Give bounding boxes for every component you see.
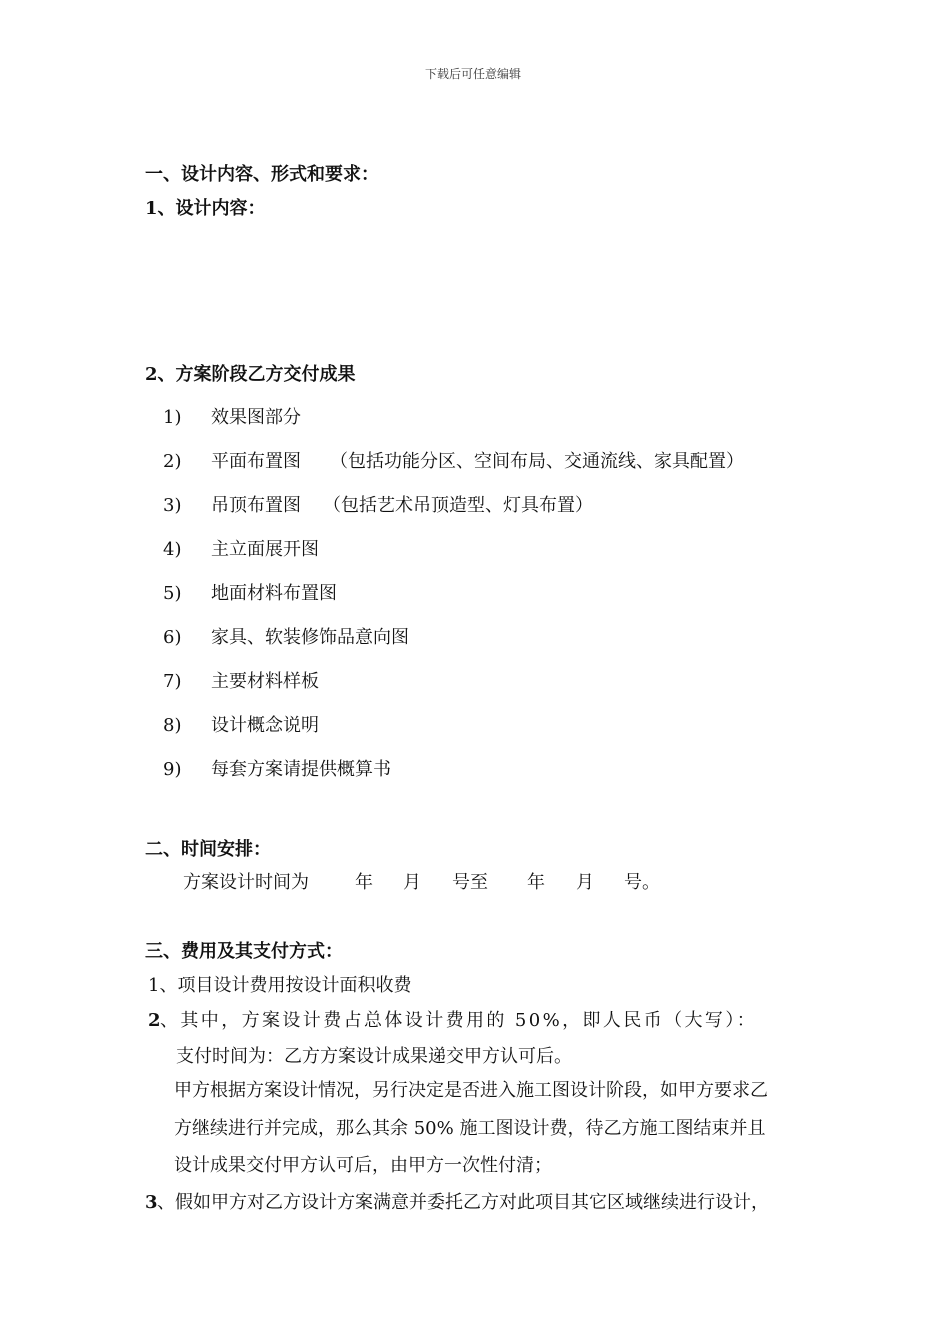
design-content-heading: 1、设计内容： (145, 198, 266, 219)
day-start: 号至 (452, 872, 488, 893)
section3-title: 三、费用及其支付方式： (145, 941, 343, 962)
section2-title: 二、时间安排： (145, 839, 271, 860)
fee-clause-3: 、假如甲方对乙方设计方案满意并委托乙方对此项目其它区域继续进行设计， (157, 1192, 769, 1213)
list-item-number: 8) (163, 715, 182, 736)
clause-number: 2 (148, 1010, 161, 1031)
month-start: 月 (403, 872, 421, 893)
list-item-text: 家具、软装修饰品意向图 (211, 627, 409, 648)
section1-title: 一、设计内容、形式和要求： (145, 164, 379, 185)
list-item-text: 平面布置图 (211, 451, 301, 472)
fee-clause-3-number (145, 1194, 158, 1212)
list-item-text: 主立面展开图 (211, 539, 319, 560)
list-item-number: 7) (163, 671, 182, 692)
list-item-text: 主要材料样板 (211, 671, 319, 692)
list-item-number: 3) (163, 495, 182, 516)
list-item-text: 效果图部分 (211, 407, 301, 428)
construction-drawing-clause-line-3: 设计成果交付甲方认可后，由甲方一次性付清； (174, 1155, 552, 1176)
year-end: 年 (527, 872, 545, 893)
construction-drawing-clause-line-1: 甲方根据方案设计情况，另行决定是否进入施工图设计阶段，如甲方要求乙 (174, 1080, 768, 1101)
fee-clause-2-number (148, 1012, 161, 1030)
list-item-text: 每套方案请提供概算书 (211, 759, 391, 780)
construction-drawing-clause-line-2: 方继续进行并完成，那么其余 50% 施工图设计费，待乙方施工图结束并且 (174, 1118, 766, 1139)
list-item-text: 设计概念说明 (211, 715, 319, 736)
list-item-number: 9) (163, 759, 182, 780)
month-end: 月 (576, 872, 594, 893)
list-item-number: 4) (163, 539, 182, 560)
day-end: 号。 (624, 872, 660, 893)
list-item-number: 2) (163, 451, 182, 472)
fee-clause-1: 1、项目设计费用按设计面积收费 (148, 975, 412, 996)
list-item-number: 5) (163, 583, 182, 604)
page-header-note: 下载后可任意编辑 (425, 67, 522, 81)
year-start: 年 (355, 872, 373, 893)
list-item-note: （包括功能分区、空间布局、交通流线、家具配置） (330, 451, 744, 472)
list-item-note: （包括艺术吊顶造型、灯具布置） (323, 495, 593, 516)
list-item-number: 6) (163, 627, 182, 648)
list-item-text: 地面材料布置图 (211, 583, 337, 604)
clause-number: 3 (145, 1192, 158, 1213)
list-item-number: 1) (163, 407, 182, 428)
payment-time: 支付时间为：乙方方案设计成果递交甲方认可后。 (176, 1046, 572, 1067)
schedule-label: 方案设计时间为 (183, 872, 309, 893)
fee-clause-2: 、其中，方案设计费占总体设计费用的 50%，即人民币（大写）： (160, 1010, 758, 1031)
deliverables-heading: 2、方案阶段乙方交付成果 (145, 364, 356, 385)
list-item-text: 吊顶布置图 (211, 495, 301, 516)
